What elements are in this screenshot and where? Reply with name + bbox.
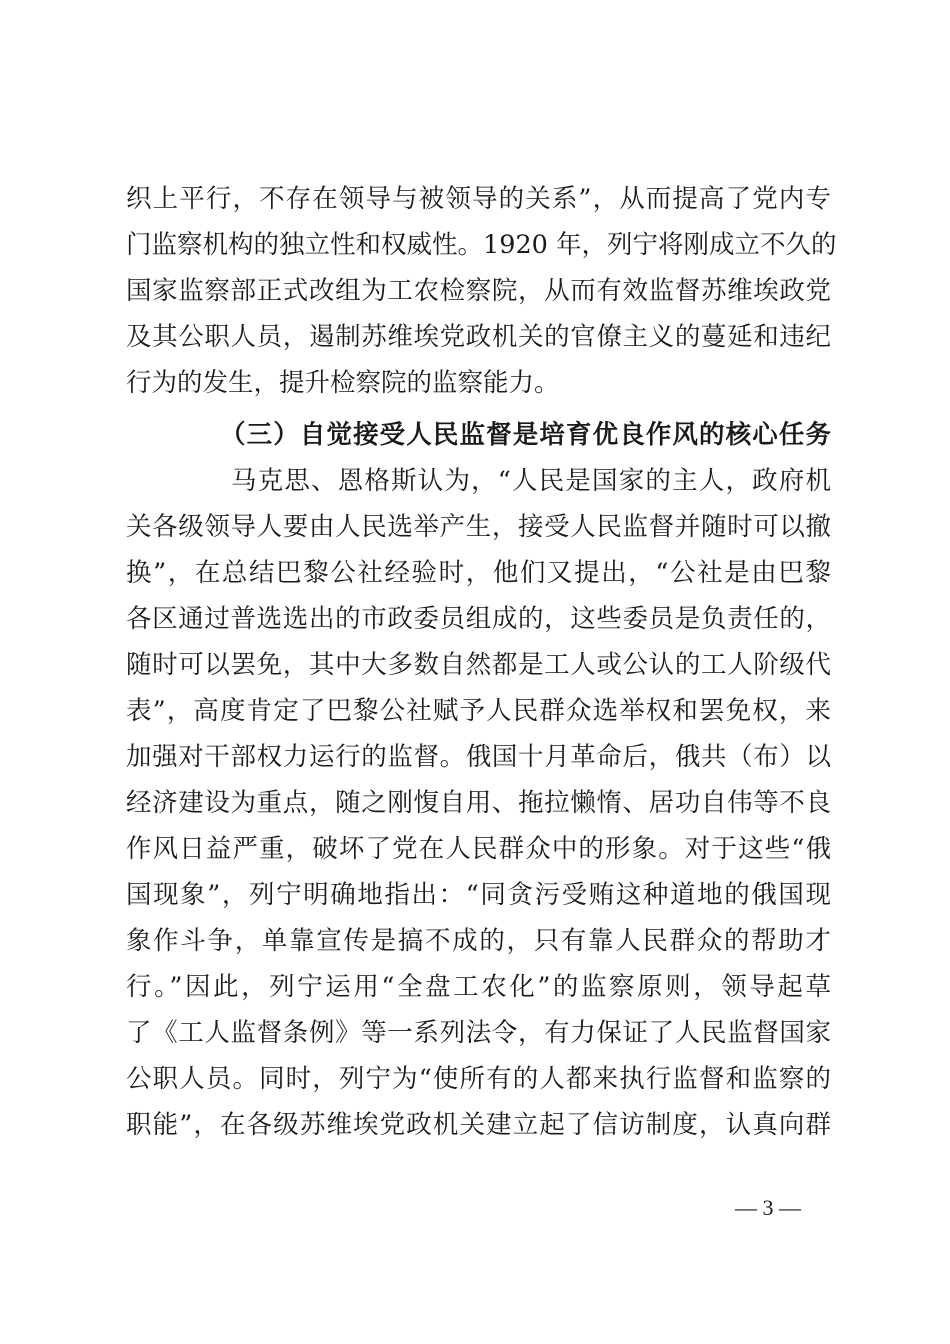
text-line: 及其公职人员，遏制苏维埃党政机关的官僚主义的蔓延和违纪 [126, 322, 831, 352]
text-line: 经济建设为重点，随之刚愎自用、拖拉懒惰、居功自伟等不良 [126, 788, 831, 818]
text-line: 象作斗争，单靠宣传是搞不成的，只有靠人民群众的帮助才 [126, 926, 831, 956]
text-line: 行。”因此，列宁运用“全盘工农化”的监察原则，领导起草 [126, 972, 831, 1002]
text-line: 国现象”，列宁明确地指出：“同贪污受贿这种道地的俄国现 [126, 880, 831, 910]
text-line: 国家监察部正式改组为工农检察院，从而有效监督苏维埃政党 [126, 276, 831, 306]
text-line: 了《工人监督条例》等一系列法令，有力保证了人民监督国家 [126, 1018, 831, 1048]
text-line: 各区通过普选选出的市政委员组成的，这些委员是负责任的， [126, 604, 831, 634]
section-heading: （三）自觉接受人民监督是培育优良作风的核心任务 [220, 420, 831, 450]
text-line: 行为的发生，提升检察院的监察能力。 [126, 368, 560, 398]
text-line: 加强对干部权力运行的监督。俄国十月革命后，俄共（布）以 [126, 742, 831, 772]
page-number: — 3 — [735, 1195, 801, 1220]
text-line: 公职人员。同时，列宁为“使所有的人都来执行监督和监察的 [126, 1064, 831, 1094]
text-line: 职能”，在各级苏维埃党政机关建立起了信访制度，认真向群 [126, 1110, 831, 1140]
text-line: 换”，在总结巴黎公社经验时，他们又提出，“公社是由巴黎 [126, 558, 831, 588]
paragraph-2-first-line: 马克思、恩格斯认为，“人民是国家的主人，政府机 [231, 466, 831, 496]
text-line: 表”，高度肯定了巴黎公社赋予人民群众选举权和罢免权，来 [126, 696, 831, 726]
text-line: 作风日益严重，破坏了党在人民群众中的形象。对于这些“俄 [126, 834, 831, 864]
paragraph-1 [126, 176, 837, 416]
text-line: 门监察机构的独立性和权威性。1920 年，列宁将刚成立不久的 [126, 230, 837, 260]
text-line: 织上平行，不存在领导与被领导的关系”，从而提高了党内专 [126, 184, 831, 214]
text-line: 随时可以罢免，其中大多数自然都是工人或公认的工人阶级代 [126, 650, 831, 680]
text-line: 关各级领导人要由人民选举产生，接受人民监督并随时可以撤 [126, 512, 831, 542]
paragraph-2 [126, 504, 831, 1194]
